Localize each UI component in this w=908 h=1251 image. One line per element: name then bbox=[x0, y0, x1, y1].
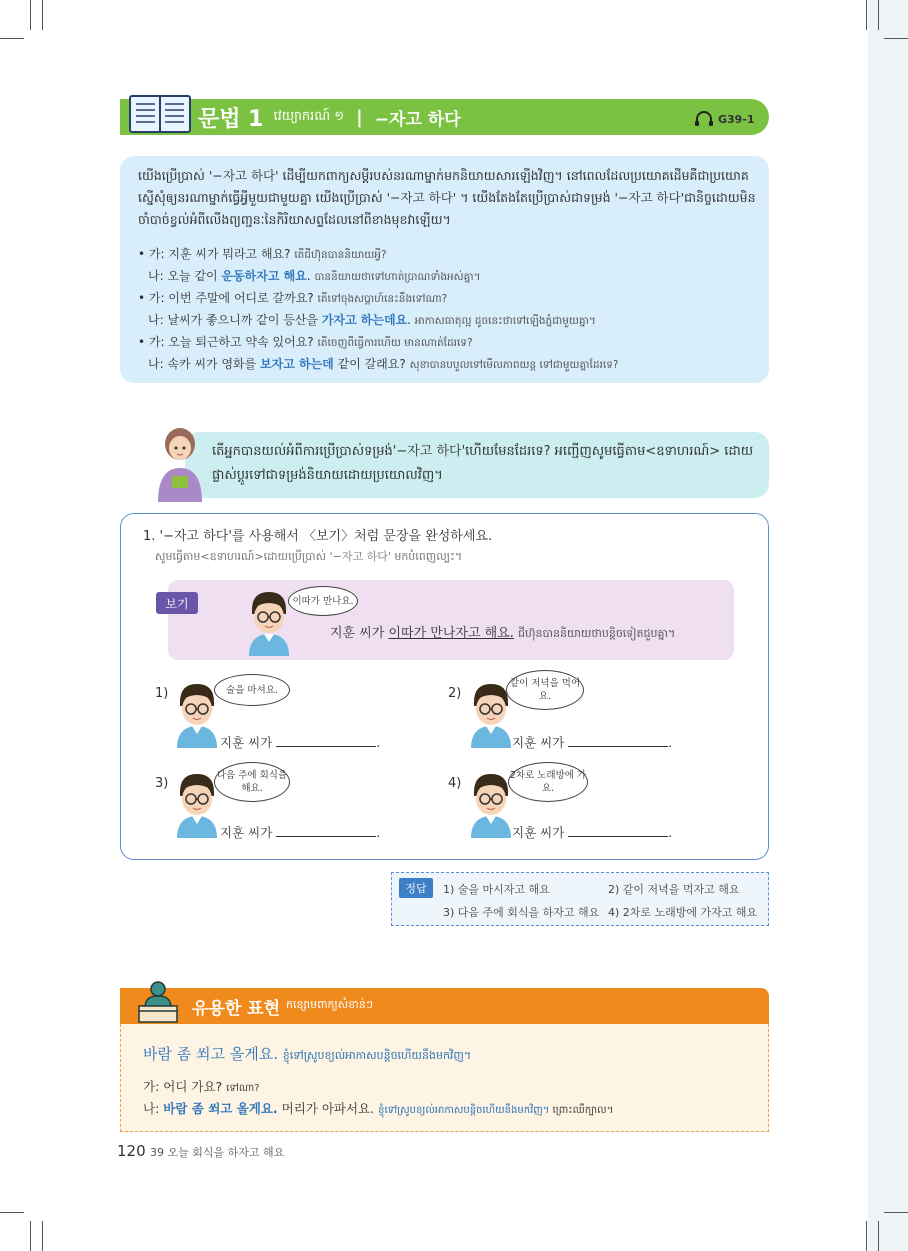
dialogue-km-highlight: ខ្ញុំទៅស្រូបខ្យល់អាកាសបន្តិចហើយនឹងមកវិញ។ bbox=[378, 1105, 550, 1116]
example-km: សុខាបានបបួលទៅមើលភាពយន្ត ទៅជាមួយគ្នាដែរទេ? bbox=[409, 359, 619, 371]
grammar-topic: −자고 하다 bbox=[374, 109, 461, 130]
crop-mark bbox=[42, 1221, 43, 1251]
crop-mark bbox=[866, 0, 867, 30]
answer-key-item: 2) 같이 저녁을 먹자고 해요 bbox=[608, 883, 740, 896]
answer-prefix: 지훈 씨가 bbox=[220, 825, 273, 840]
answer-blank[interactable] bbox=[568, 735, 668, 747]
crop-mark bbox=[878, 1221, 879, 1251]
grammar-title-ko: 문법 1 bbox=[198, 106, 264, 132]
item-number: 4) bbox=[448, 776, 462, 791]
example-ko-end: 같이 갈래요? bbox=[333, 357, 406, 371]
item-number: 3) bbox=[155, 776, 169, 791]
chapter-title: 39 오늘 회식을 하자고 해요 bbox=[150, 1146, 285, 1159]
bullet: • bbox=[138, 335, 146, 349]
page-number: 120 bbox=[117, 1142, 146, 1160]
exercise-question: 1. '−자고 하다'를 사용해서 〈보기〉처럼 문장을 완성하세요. bbox=[143, 529, 493, 544]
answer-end: . bbox=[376, 825, 381, 840]
sample-km: ជីហ៊ុនបាននិយាយថាបន្តិចទៀតជួបគ្នា។ bbox=[518, 627, 676, 640]
item-number: 1) bbox=[155, 686, 169, 701]
sample-prefix: 지훈 씨가 bbox=[330, 626, 389, 641]
answer-blank[interactable] bbox=[568, 825, 668, 837]
answer-line bbox=[220, 733, 380, 751]
example-line bbox=[138, 287, 447, 310]
answer-prefix: 지훈 씨가 bbox=[512, 735, 565, 750]
answer-blank[interactable] bbox=[276, 735, 376, 747]
example-km: អាកាសធាតុល្អ ដូចនេះថាទៅឡើងភ្នំជាមួយគ្នា។ bbox=[414, 315, 596, 327]
answer-end: . bbox=[376, 735, 381, 750]
example-ko-end: . bbox=[306, 269, 311, 283]
useful-headline bbox=[143, 1043, 471, 1065]
page-edge-strip bbox=[868, 0, 908, 1251]
dialogue-highlight: 바람 좀 쐬고 올게요. bbox=[163, 1101, 278, 1116]
speech-bubble: 다음 주에 회식을 해요. bbox=[214, 762, 290, 802]
speech-bubble: 이따가 만나요. bbox=[288, 586, 358, 616]
example-ko: 나: 날씨가 좋으니까 같이 등산을 bbox=[148, 313, 322, 327]
open-book-icon bbox=[128, 92, 192, 136]
crop-mark bbox=[866, 1221, 867, 1251]
example-ko: 가: 이번 주말에 어디로 갈까요? bbox=[148, 291, 314, 305]
useful-title-ko: 유용한 표현 bbox=[192, 998, 281, 1019]
crop-mark bbox=[30, 0, 31, 30]
speech-bubble: 2차로 노래방에 가요. bbox=[508, 762, 588, 802]
useful-title-km: កន្សោមពាក្យសំខាន់ៗ bbox=[286, 998, 373, 1011]
answer-line bbox=[220, 823, 380, 841]
example-ko: 가: 지훈 씨가 뭐라고 해요? bbox=[148, 247, 291, 261]
example-km: តើទៅចុងសប្ដាហ៍នេះនឹងទៅណា? bbox=[317, 293, 448, 305]
audio-code: G39-1 bbox=[718, 112, 755, 126]
crop-mark bbox=[30, 1221, 31, 1251]
bullet: • bbox=[138, 247, 146, 261]
answer-end: . bbox=[668, 735, 673, 750]
title-separator: | bbox=[356, 106, 363, 128]
example-line bbox=[138, 243, 387, 266]
crop-mark bbox=[0, 1212, 24, 1213]
answer-prefix: 지훈 씨가 bbox=[512, 825, 565, 840]
crop-mark bbox=[878, 0, 879, 30]
speech-bubble: 같이 저녁을 먹어요. bbox=[506, 670, 584, 710]
dialogue-ko: 가: 어디 가요? bbox=[143, 1079, 223, 1094]
answer-key-item: 3) 다음 주에 회식을 하자고 해요 bbox=[443, 906, 600, 919]
example-highlight: 운동하자고 해요 bbox=[221, 269, 307, 283]
answer-blank[interactable] bbox=[276, 825, 376, 837]
sample-label: 보기 bbox=[156, 592, 198, 614]
item-number: 2) bbox=[448, 686, 462, 701]
example-km: តើចេញពីធ្វើការហើយ មានណាត់ដែរទេ? bbox=[317, 337, 473, 349]
teacher-prompt-text: តើអ្នកបានយល់អំពីការប្រើប្រាស់ទម្រង់'−자고 하다'ហើយមែនដែរទេ? អញ្ជើញសូមធ្វើតាម<ឧទាហរណ៍> ដោយផ្លាស់ប្ដូរទៅជាទម្រង់និយាយដោយប្រយោលវិញ។ bbox=[212, 444, 754, 483]
dialogue-km: ទៅណា? bbox=[226, 1083, 260, 1094]
example-line bbox=[138, 331, 473, 354]
useful-headline-km: ខ្ញុំទៅស្រូបខ្យល់អាកាសបន្តិចហើយនឹងមកវិញ។ bbox=[282, 1049, 472, 1062]
boy-illustration bbox=[244, 590, 294, 656]
example-highlight: 가자고 하는데요 bbox=[321, 313, 408, 327]
dialogue-km: ព្រោះឈឺក្បាល។ bbox=[549, 1105, 614, 1116]
bullet: • bbox=[138, 291, 146, 305]
example-km: បាននិយាយថាទៅហាត់ប្រាណទាំងអស់គ្នា។ bbox=[314, 271, 481, 283]
answer-end: . bbox=[668, 825, 673, 840]
explanation-text: យើងប្រើប្រាស់ '−자고 하다' ដើម្បីយកពាក្យសម្ដីរបស់នរណាម្នាក់មកនិយាយសារឡើងវិញ។ នៅពេលដែលប្រយោគដើមគឺជាប្រយោគស្នើសុំឲ្យនរណាម្នាក់ធ្វើអ្វីមួយជាមួយគ្នា យើងប្រើប្រាស់ '−자고 하다' ។ យើងតែងតែប្រើប្រាស់ជាទម្រង់ '−자고 하다'ជានិច្ចដោយមិនចាំបាច់ខ្វល់អំពីលើងព្យញ្ជនៈនៃកិរិយាសព្ទដែលនៅពីខាងមុខវាឡើយ។ bbox=[138, 168, 756, 227]
example-line bbox=[148, 309, 596, 332]
crop-mark bbox=[0, 38, 24, 39]
exercise-instruction: សូមធ្វើតាម<ឧទាហរណ៍>ដោយប្រើប្រាស់ '−자고 하다' មកបំពេញល្បះ។ bbox=[155, 550, 463, 563]
example-highlight: 보자고 하는데 bbox=[260, 357, 334, 371]
answer-prefix: 지훈 씨가 bbox=[220, 735, 273, 750]
sample-sentence bbox=[330, 622, 675, 643]
example-ko: 가: 오늘 퇴근하고 약속 있어요? bbox=[148, 335, 314, 349]
example-km: តើជីហ៊ុនបាននិយាយអ្វី? bbox=[294, 249, 387, 261]
speech-bubble: 술을 마셔요. bbox=[214, 674, 290, 706]
crop-mark bbox=[884, 1212, 908, 1213]
answer-key-item: 4) 2차로 노래방에 가자고 해요 bbox=[608, 906, 758, 919]
answer-line bbox=[512, 733, 672, 751]
sample-answer: 이따가 만나자고 해요. bbox=[388, 626, 514, 641]
useful-dialogue-line bbox=[143, 1077, 260, 1096]
example-ko: 나: 오늘 같이 bbox=[148, 269, 222, 283]
teacher-illustration bbox=[150, 424, 210, 502]
example-ko-end: . bbox=[407, 313, 411, 327]
dialogue-speaker: 나: bbox=[143, 1101, 164, 1116]
podium-speaker-icon bbox=[135, 978, 181, 1024]
audio-track[interactable] bbox=[694, 110, 755, 128]
dialogue-ko: 머리가 아파서요. bbox=[277, 1101, 375, 1116]
useful-title bbox=[192, 993, 373, 1019]
example-line bbox=[148, 353, 618, 376]
grammar-title-km: វេយ្យាករណ៍ ១ bbox=[273, 108, 345, 124]
example-ko: 나: 속카 씨가 영화를 bbox=[148, 357, 261, 371]
crop-mark bbox=[42, 0, 43, 30]
headphones-icon bbox=[694, 111, 714, 127]
answer-key-item: 1) 술을 마시자고 해요 bbox=[443, 883, 550, 896]
crop-mark bbox=[884, 38, 908, 39]
useful-headline-ko: 바람 좀 쐬고 올게요. bbox=[143, 1045, 278, 1063]
answer-line bbox=[512, 823, 672, 841]
grammar-title bbox=[198, 101, 461, 133]
useful-dialogue-line bbox=[143, 1099, 613, 1118]
example-line bbox=[148, 265, 481, 288]
answer-key-label: 정답 bbox=[399, 878, 433, 898]
